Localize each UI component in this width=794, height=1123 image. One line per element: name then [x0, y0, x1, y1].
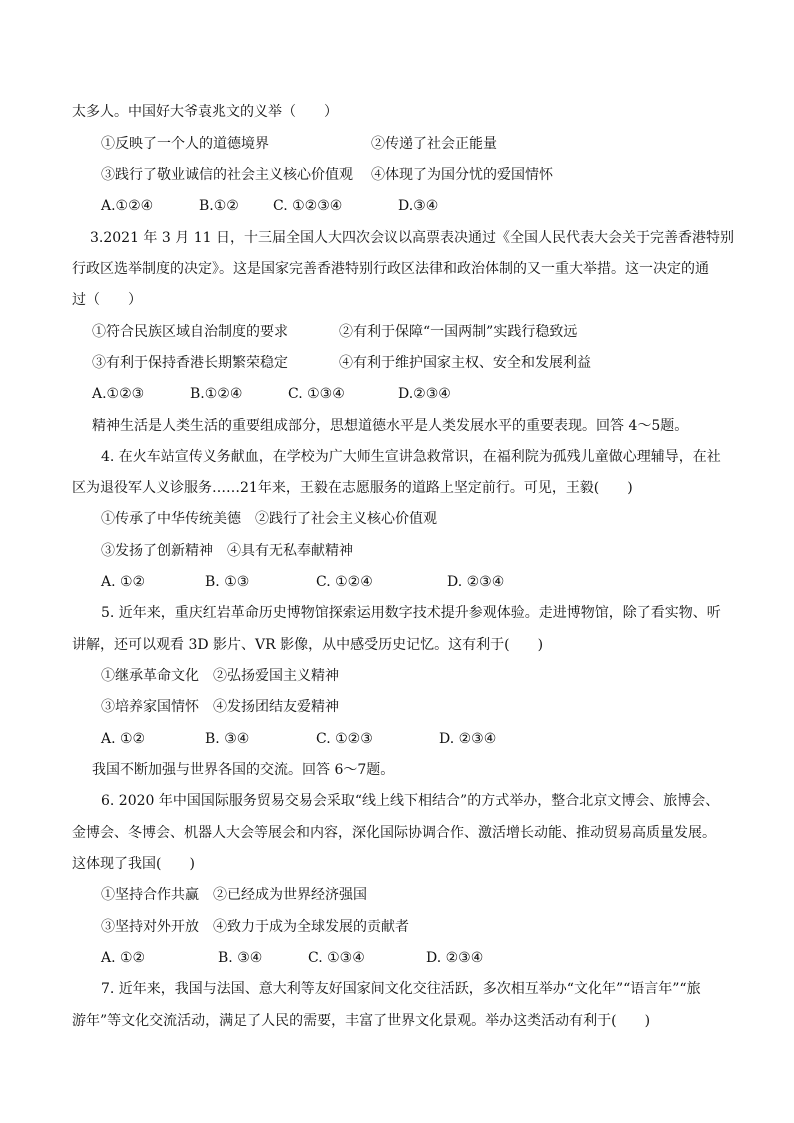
- q4-stem-line1: 4. 在火车站宣传义务献血，在学校为广大师生宣讲急救常识，在福利院为孤残儿童做心理辅导，在社: [101, 449, 721, 465]
- q7-stem-line2: 游年”等文化交流活动，满足了人民的需要，丰富了世界文化景观。举办这类活动有利于( ): [72, 1013, 651, 1029]
- q4-choice-b: B. ①③: [205, 574, 250, 590]
- q2-choice-d: D.③④: [398, 198, 439, 214]
- q3-choice-a: A.①②③: [92, 386, 145, 402]
- q3-stem-line1: 3.2021 年 3 月 11 日，十三届全国人大四次会议以高票表决通过《全国人民代表大会关于完善香港特别: [90, 230, 734, 246]
- q4-choice-a: A. ①②: [101, 574, 146, 590]
- q2-option-4: ④体现了为国分忧的爱国情怀: [371, 167, 553, 183]
- q6-stem-line3: 这体现了我国( ): [72, 856, 195, 872]
- q2-option-3: ③践行了敬业诚信的社会主义核心价值观: [101, 167, 353, 183]
- q5-stem-line2: 讲解，还可以观看 3D 影片、VR 影像，从中感受历史记忆。这有利于( ): [72, 637, 544, 653]
- q5-choice-a: A. ①②: [101, 731, 146, 747]
- q3-choice-b: B.①②④: [190, 386, 243, 402]
- q6-choice-b: B. ③④: [218, 950, 263, 966]
- q3-option-3: ③有利于保持香港长期繁荣稳定: [92, 355, 288, 371]
- q4-stem-line2: 区为退役军人义诊服务……21年来，王毅在志愿服务的道路上坚定前行。可见，王毅( ): [72, 480, 633, 496]
- q5-options-row1: ①继承革命文化 ②弘扬爱国主义精神: [101, 668, 339, 684]
- q3-stem-line2: 行政区选举制度的决定》。这是国家完善香港特别行政区法律和政治体制的又一重大举措。这一决定的通: [72, 261, 709, 277]
- q3-option-2: ②有利于保障“一国两制”实践行稳致远: [339, 324, 578, 340]
- q2-option-1: ①反映了一个人的道德境界: [101, 136, 269, 152]
- q6-stem-line1: 6. 2020 年中国国际服务贸易交易会采取“线上线下相结合”的方式举办，整合北京文博会、旅博会、: [101, 793, 720, 809]
- q7-stem-line1: 7. 近年来，我国与法国、意大利等友好国家间文化交往活跃，多次相互举办“文化年”“语言年”“旅: [101, 981, 701, 997]
- q6-options-row2: ③坚持对外开放 ④致力于成为全球发展的贡献者: [101, 919, 409, 935]
- q2-option-2: ②传递了社会正能量: [371, 136, 497, 152]
- q5-options-row2: ③培养家国情怀 ④发扬团结友爱精神: [101, 699, 339, 715]
- q6-options-row1: ①坚持合作共赢 ②已经成为世界经济强国: [101, 887, 367, 903]
- q5-choice-c: C. ①②③: [316, 731, 373, 747]
- q4-choice-c: C. ①②④: [316, 574, 373, 590]
- q4-options-row1: ①传承了中华传统美德 ②践行了社会主义核心价值观: [101, 511, 437, 527]
- q5-choice-d: D. ②③④: [439, 731, 497, 747]
- q3-option-4: ④有利于维护国家主权、安全和发展利益: [339, 355, 591, 371]
- q2-choice-a: A.①②④: [101, 198, 154, 214]
- q3-choice-c: C. ①③④: [288, 386, 345, 402]
- q6-stem-line2: 金博会、冬博会、机器人大会等展会和内容，深化国际协调合作、激活增长动能、推动贸易高质量发展。: [72, 825, 716, 841]
- q4-choice-d: D. ②③④: [447, 574, 505, 590]
- q5-choice-b: B. ③④: [205, 731, 250, 747]
- intro-q4-q5: 精神生活是人类生活的重要组成部分，思想道德水平是人类发展水平的重要表现。回答 4～5题。: [92, 418, 689, 434]
- q6-choice-c: C. ①③④: [308, 950, 365, 966]
- q6-choice-d: D. ②③④: [426, 950, 484, 966]
- q4-options-row2: ③发扬了创新精神 ④具有无私奉献精神: [101, 543, 353, 559]
- q3-option-1: ①符合民族区域自治制度的要求: [92, 324, 288, 340]
- q3-choice-d: D.②③④: [398, 386, 451, 402]
- intro-q6-q7: 我国不断加强与世界各国的交流。回答 6～7题。: [92, 762, 395, 778]
- q2-choice-c: C. ①②③④: [273, 198, 343, 214]
- q6-choice-a: A. ①②: [101, 950, 146, 966]
- q3-stem-line3: 过（ ）: [72, 292, 142, 308]
- q2-stem-tail: 太多人。中国好大爷袁兆文的义举（ ）: [72, 104, 338, 120]
- q2-choice-b: B.①②: [199, 198, 239, 214]
- q5-stem-line1: 5. 近年来，重庆红岩革命历史博物馆探索运用数字技术提升参观体验。走进博物馆，除了看实物、听: [101, 605, 721, 621]
